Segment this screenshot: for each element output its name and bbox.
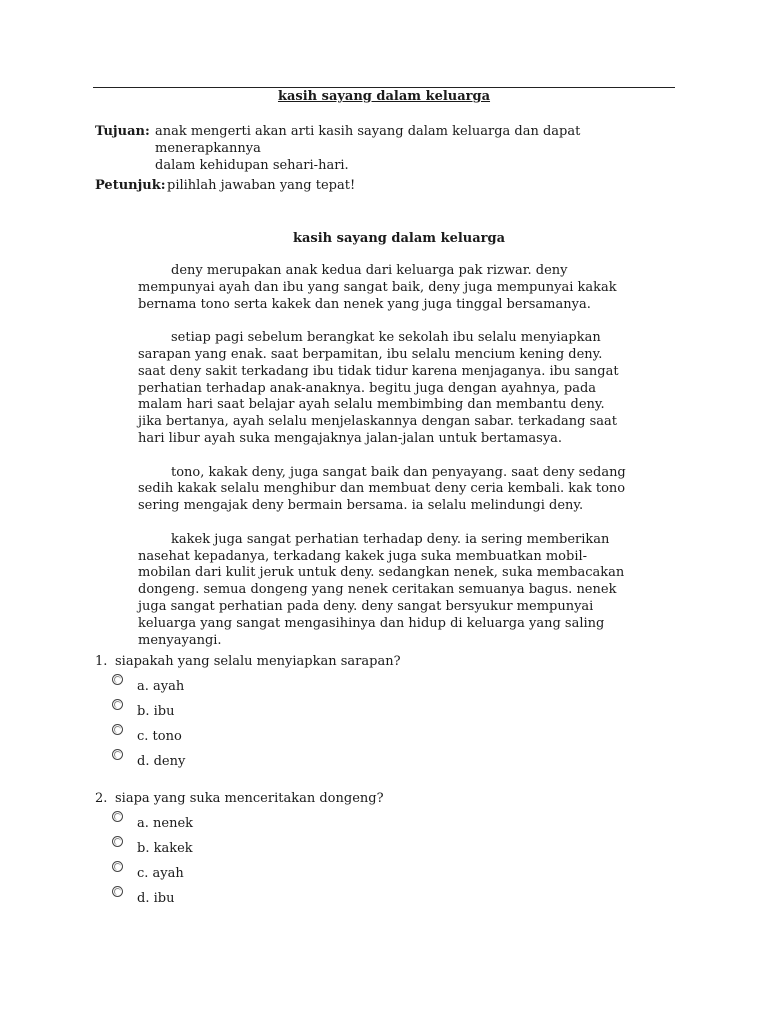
question-number: 2. — [95, 791, 108, 806]
document-title: kasih sayang dalam keluarga — [277, 89, 491, 104]
radio-button-icon[interactable] — [112, 724, 123, 735]
question-2 — [95, 790, 384, 807]
objective-line-2: dalam kehidupan sehari-hari. — [155, 158, 349, 173]
radio-button-icon[interactable] — [112, 811, 123, 822]
story-paragraph: kakek juga sangat perhatian terhadap deny. ia sering memberikan nasehat kepadanya, terkadang kakek juga suka membuatkan mobil-mobilan dari kulit jeruk untuk deny. sedangkan nenek, suka membacakan dongeng. semua dongeng yang nenek ceritakan semuanya bagus. nenek juga sangat perhatian pada deny. deny sangat bersyukur mempunyai keluarga yang sangat mengasihinya dan hidup di keluarga yang saling menyayangi. — [138, 531, 625, 648]
question-number: 1. — [95, 654, 108, 669]
story-text — [138, 263, 630, 666]
question-1 — [95, 653, 401, 670]
option-label: b. ibu — [137, 704, 175, 719]
story-title: kasih sayang dalam keluarga — [292, 231, 506, 246]
radio-button-icon[interactable] — [112, 836, 123, 847]
instruction-label: Petunjuk: — [95, 178, 166, 193]
radio-button-icon[interactable] — [112, 699, 123, 710]
option-label: a. ayah — [137, 679, 185, 694]
option-label: d. ibu — [137, 891, 175, 906]
story-paragraph: setiap pagi sebelum berangkat ke sekolah ibu selalu menyiapkan sarapan yang enak. saat berpamitan, ibu selalu mencium kening deny. saat deny sakit terkadang ibu tidak tidur karena menjaganya. ibu sangat perhatian terhadap anak-anaknya. begitu juga dengan ayahnya, pada malam hari saat belajar ayah selalu membimbing dan membantu deny. jika bertanya, ayah selalu menjelaskannya dengan sabar. terkadang saat hari libur ayah suka mengajaknya jalan-jalan untuk bertamasya. — [138, 330, 619, 446]
option-label: c. tono — [137, 729, 182, 744]
objective-label: Tujuan: — [95, 124, 150, 139]
instruction-text: pilihlah jawaban yang tepat! — [167, 178, 356, 193]
objective-section — [95, 123, 660, 174]
objective-text — [155, 123, 660, 174]
story-paragraph: tono, kakak deny, juga sangat baik dan penyayang. saat deny sedang sedih kakak selalu menghibur dan membuat deny ceria kembali. kak tono sering mengajak deny bermain bersama. ia selalu melindungi deny. — [138, 464, 626, 514]
radio-button-icon[interactable] — [112, 886, 123, 897]
option-label: a. nenek — [137, 816, 194, 831]
question-text: siapa yang suka menceritakan dongeng? — [115, 791, 384, 806]
question-text: siapakah yang selalu menyiapkan sarapan? — [115, 654, 401, 669]
instruction-section — [95, 177, 355, 194]
option-label: b. kakek — [137, 841, 193, 856]
option-label: c. ayah — [137, 866, 184, 881]
radio-button-icon[interactable] — [112, 749, 123, 760]
radio-button-icon[interactable] — [112, 861, 123, 872]
option-label: d. deny — [137, 754, 186, 769]
objective-line-1: anak mengerti akan arti kasih sayang dalam keluarga dan dapat menerapkannya — [155, 124, 581, 156]
radio-button-icon[interactable] — [112, 674, 123, 685]
story-paragraph: deny merupakan anak kedua dari keluarga pak rizwar. deny mempunyai ayah dan ibu yang sangat baik, deny juga mempunyai kakak bernama tono serta kakek dan nenek yang juga tinggal bersamanya. — [138, 263, 617, 312]
